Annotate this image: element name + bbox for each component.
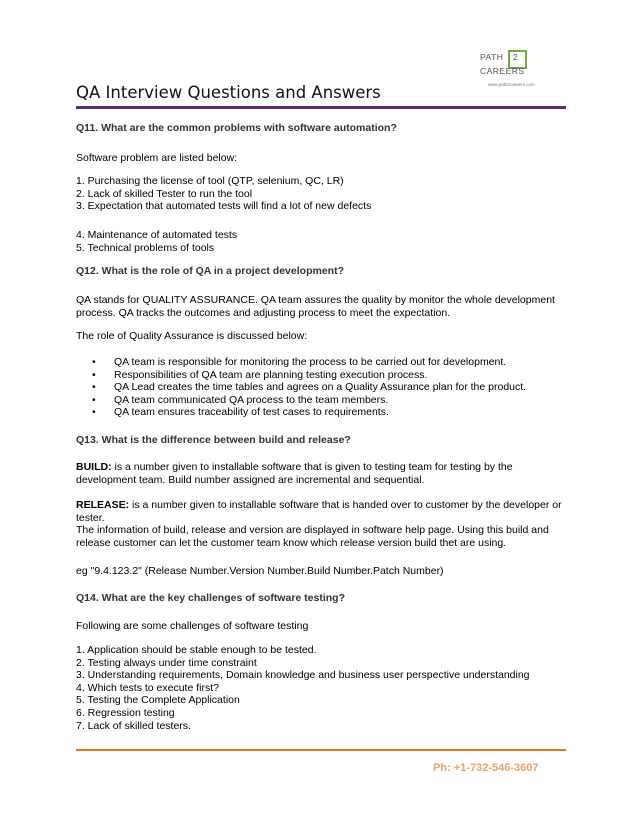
build-text-line2: development team. Build number assigned are incremental and sequential. (76, 473, 425, 486)
bullet-item: • QA team ensures traceability of test cases to requirements. (76, 406, 526, 419)
list-item: 3. Expectation that automated tests will find a lot of new defects (76, 200, 372, 213)
q12-bullet-list (76, 356, 526, 419)
build-text: is a number given to installable software that is given to testing team for testing by the (111, 461, 513, 473)
q11-question: Q11. What are the common problems with software automation? (76, 122, 397, 134)
footer-phone: Ph: +1-732-546-3607 (433, 762, 539, 774)
logo-word-path: PATH (480, 52, 504, 62)
list-item: 5. Technical problems of tools (76, 241, 215, 254)
q13-question: Q13. What is the difference between build and release? (76, 434, 351, 446)
q11-list-a (76, 175, 371, 213)
q13-release (76, 499, 562, 549)
q13-build (76, 461, 513, 486)
list-item: 1. Purchasing the license of tool (QTP, selenium, QC, LR) (76, 175, 344, 187)
logo-url: www.path2careers.com (488, 82, 535, 87)
list-item: 3. Understanding requirements, Domain knowledge and business user perspective understanding (76, 669, 530, 682)
build-label: BUILD: (76, 461, 112, 473)
logo-word-careers: CAREERS (480, 66, 525, 76)
release-label: RELEASE: (76, 499, 130, 511)
q12-paragraph (76, 294, 555, 319)
q14-intro: Following are some challenges of software testing (76, 620, 309, 632)
q11-list-b (76, 229, 237, 254)
list-item: 4. Which tests to execute first? (76, 681, 219, 694)
list-item: 5. Testing the Complete Application (76, 694, 240, 707)
footer-rule (76, 749, 566, 751)
bullet-item: • QA team is responsible for monitoring the process to be carried out for development. (76, 356, 526, 369)
logo-mark-digit: 2 (513, 52, 519, 62)
bullet-item: • QA team communicated QA process to the team members. (76, 394, 526, 407)
title-rule (76, 106, 566, 109)
release-text-line4: release customer can let the customer team know which release version build thet are using. (76, 536, 507, 549)
list-item: 2. Lack of skilled Tester to run the tool (76, 187, 253, 200)
list-item: 2. Testing always under time constraint (76, 656, 257, 669)
page-title: QA Interview Questions and Answers (76, 83, 381, 102)
paragraph-line: QA stands for QUALITY ASSURANCE. QA team assures the quality by monitor the whole development (76, 294, 555, 306)
q14-list (76, 644, 530, 732)
list-item: 7. Lack of skilled testers. (76, 719, 191, 732)
list-item: 4. Maintenance of automated tests (76, 229, 238, 241)
release-text: is a number given to installable software that is handed over to customer by the developer or (129, 499, 562, 511)
q14-question: Q14. What are the key challenges of software testing? (76, 592, 345, 604)
bullet-item: • QA Lead creates the time tables and agrees on a Quality Assurance plan for the product. (76, 381, 526, 394)
release-text-line3: The information of build, release and version are displayed in software help page. Using this build and (76, 524, 549, 537)
paragraph-line: process. QA tracks the outcomes and adjusting process to meet the expectation. (76, 306, 451, 319)
q13-example: eg "9.4.123.2" (Release Number.Version Number.Build Number.Patch Number) (76, 565, 444, 577)
list-item: 6. Regression testing (76, 706, 175, 719)
release-text-line2: tester. (76, 511, 105, 524)
bullet-item: • Responsibilities of QA team are planning testing execution process. (76, 369, 526, 382)
q11-intro: Software problem are listed below: (76, 152, 238, 164)
q12-question: Q12. What is the role of QA in a project development? (76, 265, 344, 277)
list-item: 1. Application should be stable enough to be tested. (76, 644, 317, 656)
q12-intro: The role of Quality Assurance is discussed below: (76, 330, 308, 342)
company-logo (476, 44, 566, 92)
